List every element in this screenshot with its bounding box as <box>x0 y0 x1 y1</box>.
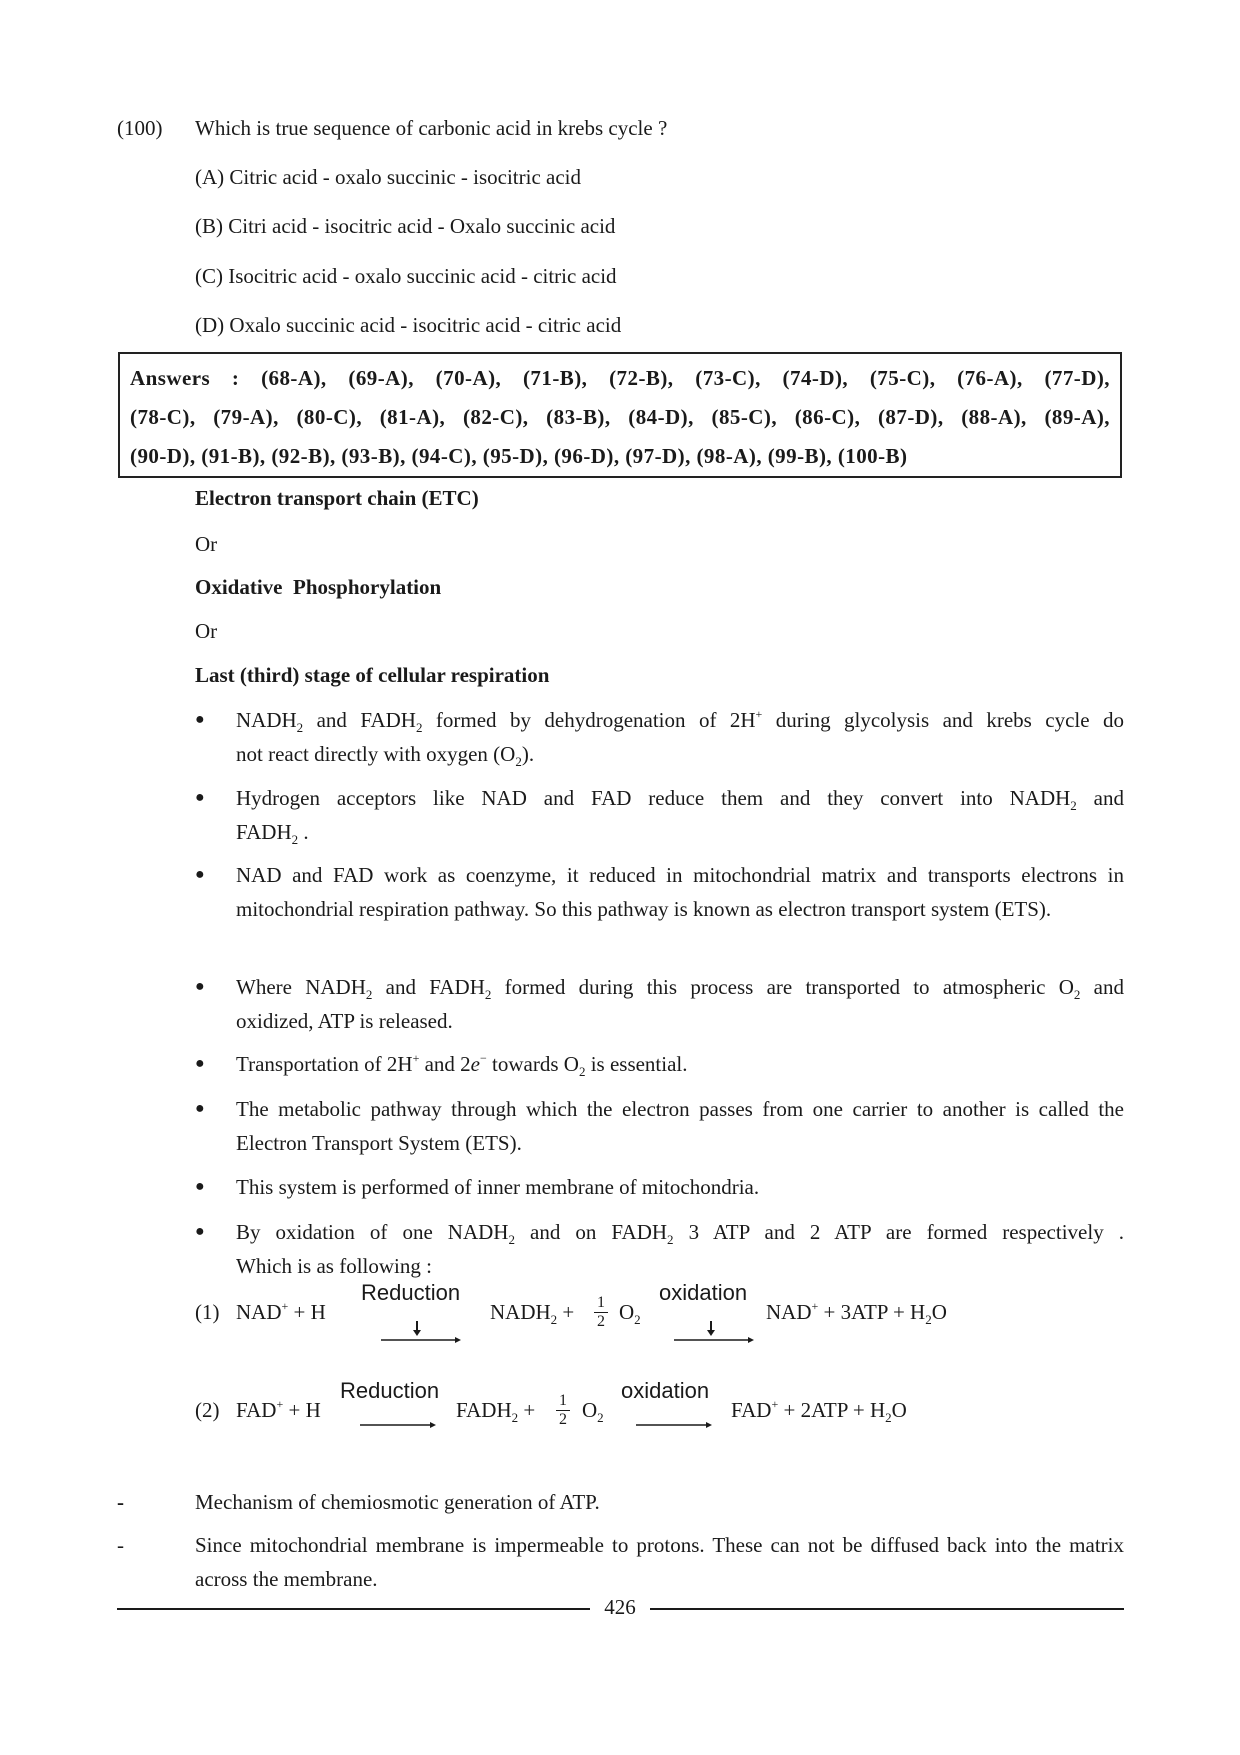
note-dash: - <box>117 1533 124 1557</box>
bullet-icon: ● <box>195 1223 205 1240</box>
equation-2-fadh2: $FADH_2$ + <box>456 1398 536 1425</box>
reaction-arrow-icon <box>636 1418 712 1432</box>
footer-rule-right <box>650 1608 1124 1610</box>
bullet-icon: ● <box>195 711 205 728</box>
fraction-numerator: 1 <box>594 1294 608 1313</box>
equation-1-products: $NAD^+ + 3ATP + H_2O$ <box>766 1299 947 1327</box>
option-b: (B) Citri acid - isocitric acid - Oxalo succinic acid <box>195 214 616 238</box>
bullet-icon: ● <box>195 978 205 995</box>
equation-1-nadh2: $NADH_2$ + <box>490 1300 575 1327</box>
answers-box <box>118 352 1122 478</box>
bullet-icon: ● <box>195 1055 205 1072</box>
answers-line-3: (90-D), (91-B), (92-B), (93-B), (94-C), (95-D), (96-D), (97-D), (98-A), (99-B), (100-B) <box>130 444 908 468</box>
or-text-2: Or <box>195 619 218 643</box>
equation-2-label: (2) <box>195 1398 220 1422</box>
bullet-4: Where $NADH_2$ and $FADH_2$ formed during this process are transported to atmospheric $O_2$ and oxidized, ATP is released. <box>236 975 1125 1033</box>
heading-last-stage: Last (third) stage of cellular respiration <box>195 663 550 687</box>
answers-line-1: Answers : (68-A), (69-A), (70-A), (71-B), (72-B), (73-C), (74-D), (75-C), (76-A), (77-D), <box>130 366 1110 390</box>
note-chemiosmotic: Mechanism of chemiosmotic generation of ATP. <box>195 1490 600 1514</box>
question-number: (100) <box>117 116 163 140</box>
bullet-3: NAD and FAD work as coenzyme, it reduced in mitochondrial matrix and transports electrons in mitochondrial respiration pathway. So this pathway is known as electron transport system (ETS). <box>236 863 1124 921</box>
bullet-8: By oxidation of one $NADH_2$ and on $FADH_2$ 3 ATP and 2 ATP are formed respectively . Which is as following : <box>236 1220 1124 1278</box>
reaction-arrow-icon <box>381 1321 461 1351</box>
oxidation-label: oxidation <box>659 1280 748 1305</box>
footer-rule-left <box>117 1608 590 1610</box>
option-a: (A) Citric acid - oxalo succinic - isocitric acid <box>195 165 582 189</box>
or-text-1: Or <box>195 532 218 556</box>
reduction-label: Reduction <box>361 1280 461 1305</box>
heading-etc: Electron transport chain (ETC) <box>195 486 479 510</box>
bullet-5: Transportation of 2H+ and 2e− towards $O_2$ is essential. <box>236 1051 688 1079</box>
bullet-2: Hydrogen acceptors like NAD and FAD reduce them and they convert into $NADH_2$ and $FADH_2$ . <box>236 786 1124 847</box>
bullet-6: The metabolic pathway through which the electron passes from one carrier to another is called the Electron Transport System (ETS). <box>236 1097 1124 1155</box>
equation-1-oxygen: $O_2$ <box>619 1300 641 1327</box>
page-number: 426 <box>604 1595 636 1619</box>
reaction-arrow-icon <box>674 1321 754 1351</box>
bullet-7: This system is performed of inner membrane of mitochondria. <box>236 1175 760 1199</box>
reduction-label: Reduction <box>340 1378 440 1403</box>
bullet-icon: ● <box>195 789 205 806</box>
bullet-1: $NADH_2$ and $FADH_2$ formed by dehydrogenation of 2H+ during glycolysis and krebs cycle do not react directly with oxygen $(O_2)$. <box>236 707 1124 769</box>
equation-2-products: $FAD^+ + 2ATP + H_2O$ <box>731 1397 907 1425</box>
equation-2-reactants: FAD+ + H <box>236 1397 321 1422</box>
bullet-icon: ● <box>195 1100 205 1117</box>
fraction-half <box>556 1392 570 1429</box>
answers-line-2: (78-C), (79-A), (80-C), (81-A), (82-C), (83-B), (84-D), (85-C), (86-C), (87-D), (88-A), (89-A), <box>130 405 1110 429</box>
bullet-icon: ● <box>195 866 205 883</box>
option-c: (C) Isocitric acid - oxalo succinic acid - citric acid <box>195 264 617 288</box>
fraction-denominator: 2 <box>559 1411 567 1428</box>
fraction-half <box>594 1294 608 1331</box>
note-dash: - <box>117 1490 124 1514</box>
equation-1-label: (1) <box>195 1300 220 1324</box>
question-text: Which is true sequence of carbonic acid in krebs cycle ? <box>195 116 668 140</box>
bullet-icon: ● <box>195 1178 205 1195</box>
reaction-arrow-icon <box>360 1418 436 1432</box>
note-impermeable: Since mitochondrial membrane is impermeable to protons. These can not be diffused back into the matrix across the membrane. <box>195 1533 1124 1591</box>
fraction-denominator: 2 <box>597 1313 605 1330</box>
oxidation-label: oxidation <box>621 1378 710 1403</box>
equation-2-oxygen: $O_2$ <box>582 1398 604 1425</box>
option-d: (D) Oxalo succinic acid - isocitric acid - citric acid <box>195 313 622 337</box>
fraction-numerator: 1 <box>556 1392 570 1411</box>
equation-1-reactants: NAD+ + H <box>236 1299 326 1324</box>
heading-oxidative-phosphorylation: Oxidative Phosphorylation <box>195 575 442 599</box>
